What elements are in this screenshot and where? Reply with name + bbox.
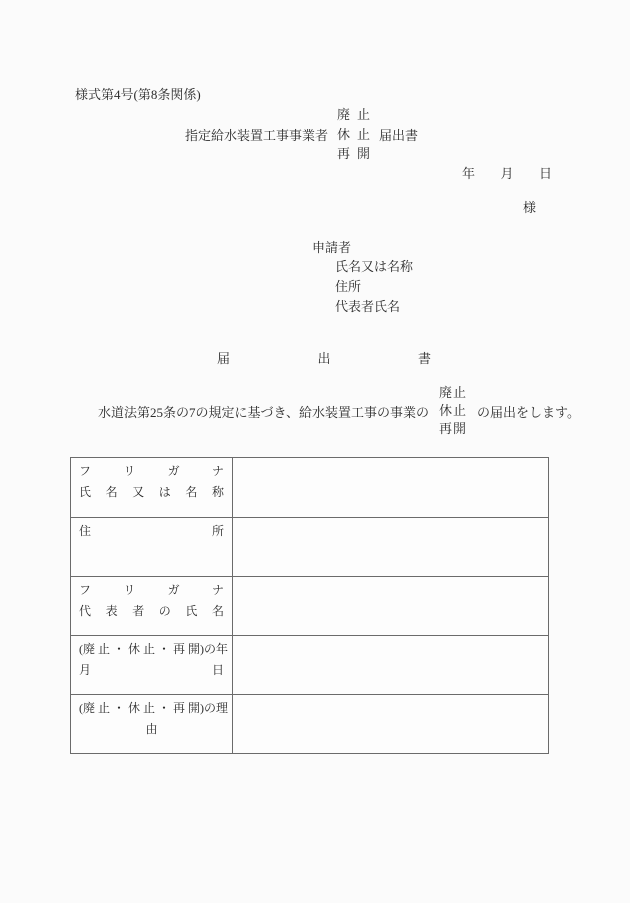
- label-line-address: 住 所: [79, 524, 224, 538]
- label-line-reason-2: 由: [145, 722, 158, 736]
- row-label-reason: [71, 695, 233, 753]
- body-option-discontinue: 廃止: [438, 385, 467, 400]
- label-line-representative: 代 表 者 の 氏 名: [79, 604, 224, 618]
- applicant-label: 申請者: [312, 240, 352, 255]
- applicant-fields: [335, 257, 413, 317]
- label-line-date-2: 月 日: [79, 663, 224, 677]
- body-sentence: [98, 384, 580, 438]
- value-cell-date: [233, 636, 548, 694]
- value-cell-reason: [233, 695, 548, 753]
- value-cell-address: [233, 518, 548, 576]
- label-line-furigana: フ リ ガ ナ: [79, 583, 224, 597]
- body-option-suspend: 休止: [438, 403, 467, 418]
- row-label-furigana-name: [71, 458, 233, 517]
- row-label-address: [71, 518, 233, 576]
- applicant-field-address: 住所: [335, 279, 362, 294]
- title-suffix: 届出書: [379, 127, 419, 143]
- table-row-reason: [71, 694, 548, 753]
- table-row-address: [71, 517, 548, 576]
- title-option-discontinue: 廃 止: [337, 107, 371, 122]
- title-prefix: 指定給水装置工事事業者: [185, 127, 329, 143]
- title-option-suspend: 休 止: [337, 126, 371, 142]
- applicant-field-representative: 代表者氏名: [335, 299, 401, 314]
- form-number: 様式第4号(第8条関係): [75, 87, 201, 102]
- date-line: 年 月 日: [462, 166, 552, 181]
- body-lead-text: 水道法第25条の7の規定に基づき、給水装置工事の事業の: [98, 404, 429, 420]
- table-row-furigana-representative: [71, 576, 548, 635]
- value-cell-representative: [233, 577, 548, 635]
- table-row-furigana-name: [71, 458, 548, 517]
- body-tail-text: の届出をします。: [476, 404, 580, 420]
- label-line-name: 氏 名 又 は 名 称: [79, 485, 224, 499]
- body-option-stack: [439, 384, 466, 438]
- label-line-date-1: (廃 止 ・ 休 止 ・ 再 開)の年: [79, 642, 228, 656]
- label-line-reason-1: (廃 止 ・ 休 止 ・ 再 開)の理: [79, 701, 228, 715]
- title-option-resume: 再 開: [337, 146, 371, 161]
- addressee-sama: 様: [523, 200, 537, 215]
- form-table: [70, 457, 549, 754]
- row-label-date: [71, 636, 233, 694]
- body-option-resume: 再開: [438, 421, 467, 436]
- table-row-date: [71, 635, 548, 694]
- label-line-furigana: フ リ ガ ナ: [79, 464, 224, 478]
- value-cell-name: [233, 458, 548, 517]
- applicant-field-name: 氏名又は名称: [335, 259, 414, 274]
- title-option-stack: [337, 105, 370, 164]
- row-label-furigana-representative: [71, 577, 233, 635]
- document-heading: 届 出 書: [217, 351, 431, 366]
- document-title: [185, 105, 418, 164]
